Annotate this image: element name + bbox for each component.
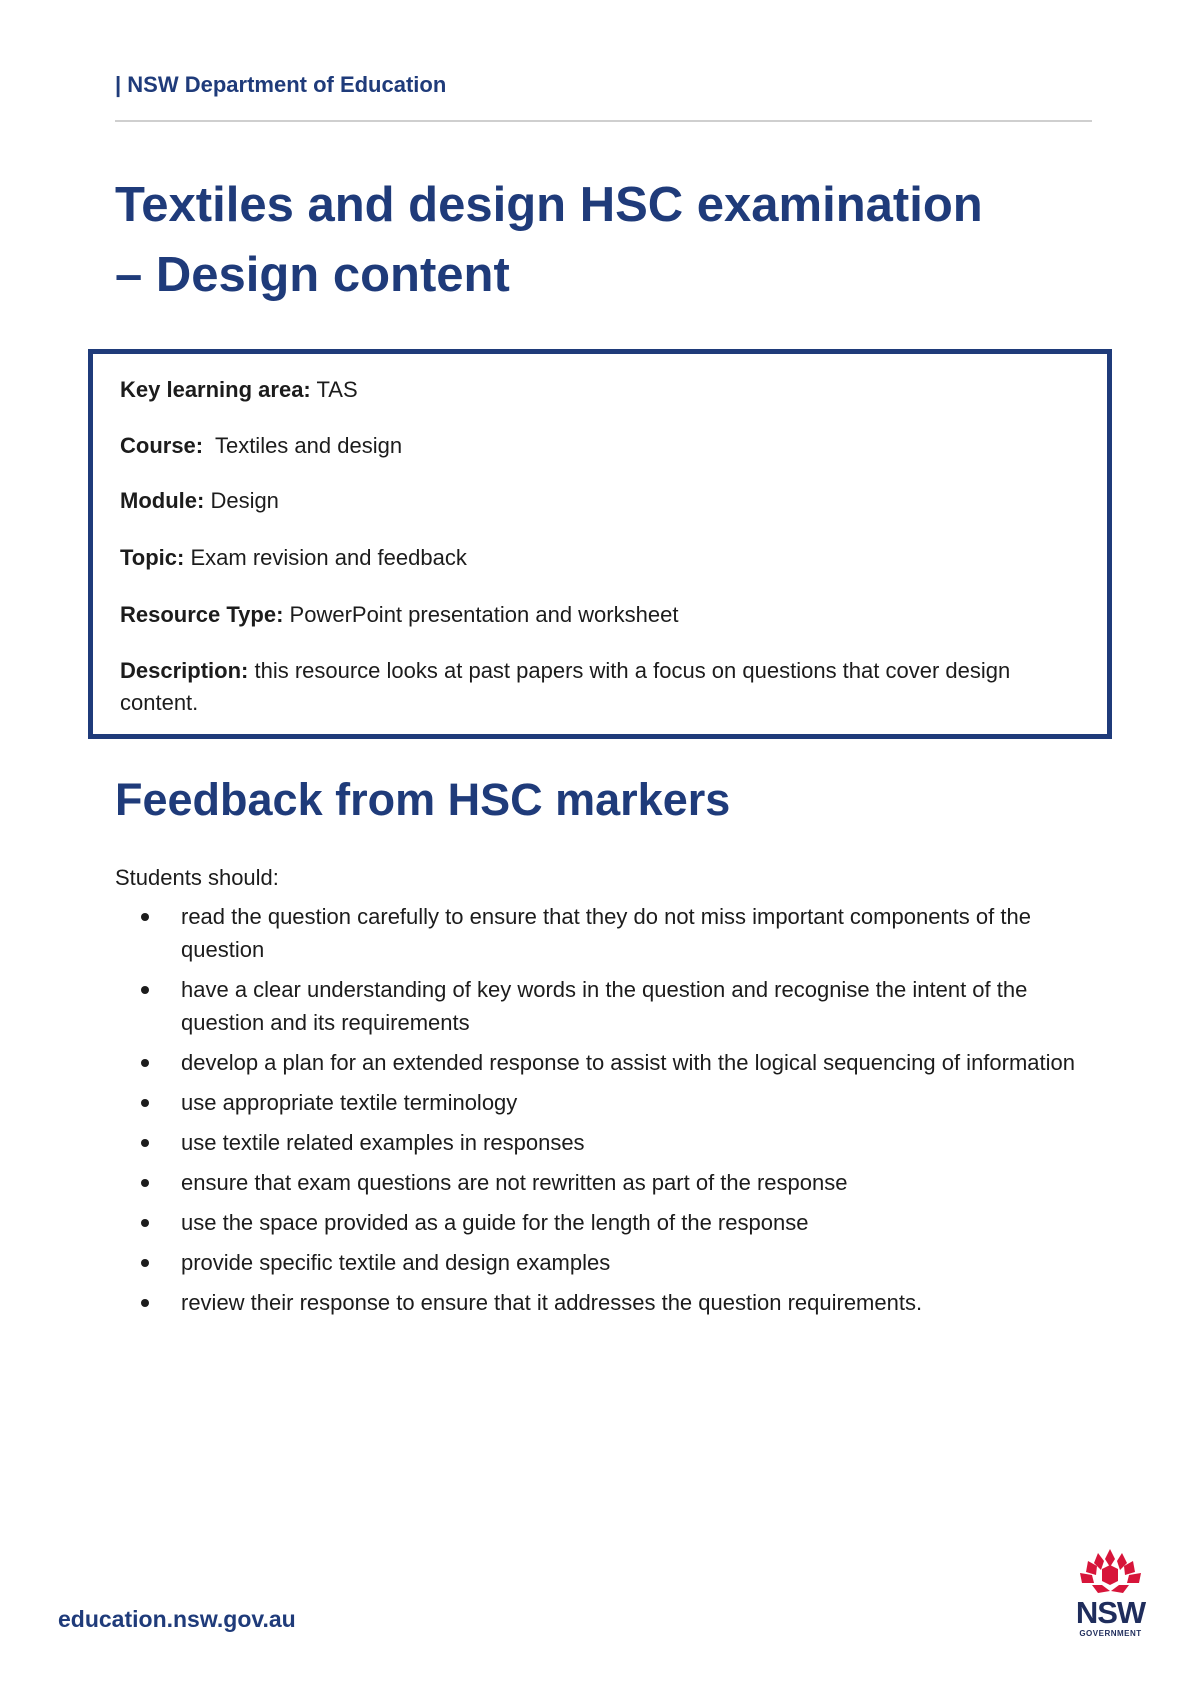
info-description	[120, 655, 1060, 719]
bullet-icon	[141, 1059, 149, 1067]
list-item-text: use the space provided as a guide for the length of the response	[181, 1210, 809, 1235]
module-value: Design	[204, 488, 279, 513]
list-item-text: use appropriate textile terminology	[181, 1090, 518, 1115]
list-item-text: review their response to ensure that it addresses the question requirements.	[181, 1290, 923, 1315]
kla-label: Key learning area:	[120, 377, 311, 402]
resource-info-box	[88, 349, 1112, 739]
info-key-learning-area	[120, 374, 1060, 406]
list-item	[115, 973, 1090, 1039]
course-value: Textiles and design	[203, 433, 403, 458]
info-topic	[120, 542, 1060, 574]
list-item	[115, 1086, 1090, 1119]
bullet-icon	[141, 1259, 149, 1267]
bullet-icon	[141, 1139, 149, 1147]
description-value: this resource looks at past papers with a focus on questions that cover design content.	[120, 658, 1011, 715]
feedback-heading: Feedback from HSC markers	[115, 774, 731, 825]
department-header: | NSW Department of Education	[115, 72, 447, 97]
info-module	[120, 485, 1060, 517]
bullet-icon	[141, 1179, 149, 1187]
feedback-list	[115, 900, 1090, 1326]
list-item-text: develop a plan for an extended response to assist with the logical sequencing of information	[181, 1050, 1076, 1075]
list-item-text: read the question carefully to ensure that they do not miss important components of the question	[181, 904, 1031, 962]
document-title	[115, 170, 1095, 310]
bullet-icon	[141, 1299, 149, 1307]
bullet-icon	[141, 1099, 149, 1107]
list-item-text: have a clear understanding of key words in the question and recognise the intent of the question and its requirements	[181, 977, 1028, 1035]
logo-subtext: GOVERNMENT	[1079, 1629, 1142, 1638]
logo-wordmark: NSW	[1075, 1595, 1146, 1630]
list-item-text: use textile related examples in responses	[181, 1130, 585, 1155]
module-label: Module:	[120, 488, 205, 513]
list-item-text: provide specific textile and design examples	[181, 1250, 611, 1275]
list-item	[115, 1286, 1090, 1319]
title-line-1: Textiles and design HSC examination	[115, 178, 983, 232]
bullet-icon	[141, 1219, 149, 1227]
topic-value: Exam revision and feedback	[184, 545, 467, 570]
course-label: Course:	[120, 433, 204, 458]
list-item	[115, 900, 1090, 966]
title-line-2: – Design content	[115, 248, 510, 302]
bullet-icon	[141, 986, 149, 994]
header-divider	[115, 120, 1092, 122]
kla-value: TAS	[310, 377, 358, 402]
list-item	[115, 1046, 1090, 1079]
resource-type-label: Resource Type:	[120, 602, 284, 627]
info-course	[120, 430, 1060, 462]
list-item-text: ensure that exam questions are not rewritten as part of the response	[181, 1170, 848, 1195]
waratah-icon	[1068, 1545, 1153, 1597]
info-resource-type	[120, 599, 1060, 631]
bullet-icon	[141, 913, 149, 921]
resource-type-value: PowerPoint presentation and worksheet	[283, 602, 679, 627]
footer-website-link[interactable]: education.nsw.gov.au	[58, 1606, 296, 1632]
list-item	[115, 1126, 1090, 1159]
list-item	[115, 1206, 1090, 1239]
list-item	[115, 1246, 1090, 1279]
nsw-government-logo	[1068, 1545, 1153, 1645]
description-label: Description:	[120, 658, 249, 683]
list-item	[115, 1166, 1090, 1199]
topic-label: Topic:	[120, 545, 185, 570]
feedback-lead: Students should:	[115, 865, 279, 890]
